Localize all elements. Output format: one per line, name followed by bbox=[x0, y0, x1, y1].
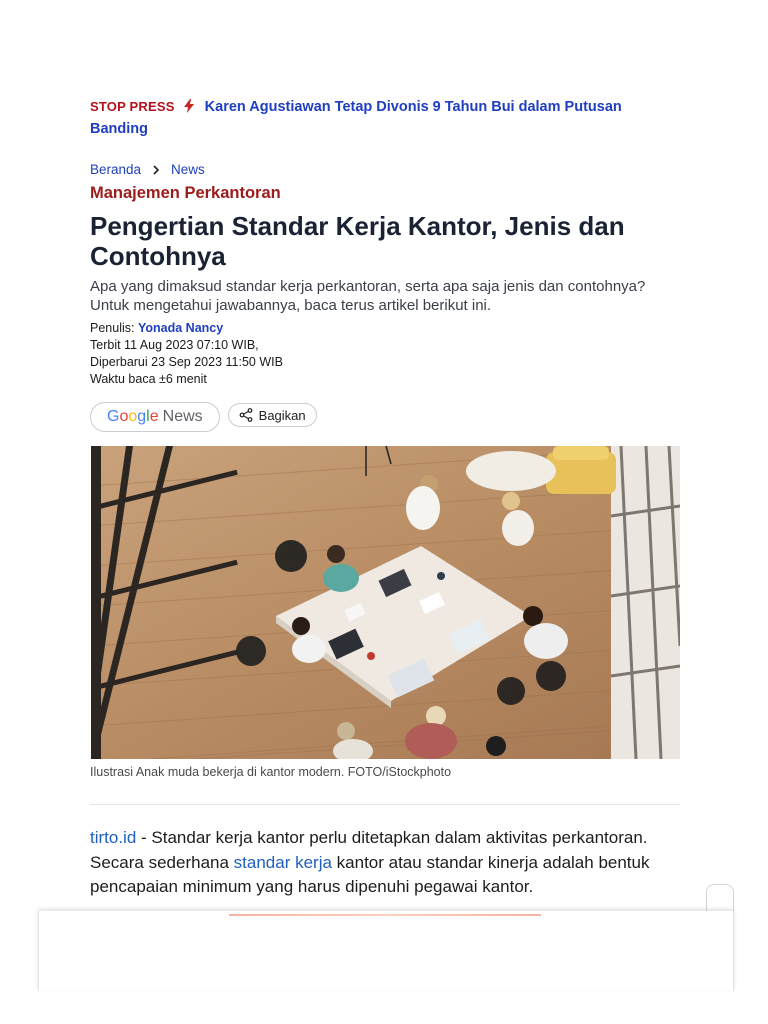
breadcrumb-home[interactable]: Beranda bbox=[90, 162, 142, 177]
article-meta bbox=[90, 320, 680, 388]
breadcrumb bbox=[90, 162, 680, 177]
google-logo: Google bbox=[107, 408, 159, 425]
share-button[interactable] bbox=[228, 403, 317, 427]
stop-press-label: STOP PRESS bbox=[90, 99, 175, 114]
divider bbox=[90, 804, 680, 805]
hero-image bbox=[91, 446, 680, 759]
image-caption: Ilustrasi Anak muda bekerja di kantor modern. FOTO/iStockphoto bbox=[90, 765, 452, 779]
source-dash: - bbox=[136, 828, 152, 847]
updated-date: Diperbarui 23 Sep 2023 11:50 WIB bbox=[90, 355, 283, 369]
lightning-icon bbox=[183, 99, 195, 113]
google-news-label: News bbox=[162, 408, 203, 425]
article-category[interactable]: Manajemen Perkantoran bbox=[90, 184, 281, 202]
body-text-part1: Standar kerja kantor perlu ditetapkan dalam aktivitas perkantoran. Secara sederhana bbox=[90, 828, 648, 872]
article-body bbox=[90, 826, 680, 900]
breadcrumb-news[interactable]: News bbox=[171, 162, 205, 177]
bottom-ad-banner[interactable] bbox=[38, 911, 734, 991]
author-label: Penulis: bbox=[90, 321, 135, 335]
body-text-part2: kantor atau standar kinerja adalah bentuk pencapaian minimum yang harus dipenuhi pegawai kantor. bbox=[90, 852, 650, 896]
standar-kerja-link[interactable]: standar kerja bbox=[233, 852, 332, 872]
article-title: Pengertian Standar Kerja Kantor, Jenis dan Contohnya bbox=[90, 211, 625, 271]
share-icon bbox=[239, 408, 253, 422]
stop-press-headline-link[interactable]: Karen Agustiawan Tetap Divonis 9 Tahun Bui dalam Putusan Banding bbox=[90, 99, 622, 137]
read-time: Waktu baca ±6 menit bbox=[90, 372, 207, 386]
source-link[interactable]: tirto.id bbox=[90, 828, 137, 847]
stop-press-banner bbox=[90, 96, 680, 140]
author-line bbox=[90, 320, 680, 337]
published-date: Terbit 11 Aug 2023 07:10 WIB, bbox=[90, 338, 259, 352]
chevron-right-icon bbox=[151, 165, 161, 175]
author-link[interactable]: Yonada Nancy bbox=[137, 321, 224, 335]
share-row bbox=[90, 402, 680, 432]
share-label: Bagikan bbox=[258, 407, 306, 423]
google-news-button[interactable] bbox=[90, 402, 220, 432]
ad-accent-line bbox=[229, 914, 541, 916]
article-lede: Apa yang dimaksud standar kerja perkantoran, serta apa saja jenis dan contohnya? Untuk mengetahui jawabannya, baca terus artikel berikut ini. bbox=[90, 278, 646, 314]
